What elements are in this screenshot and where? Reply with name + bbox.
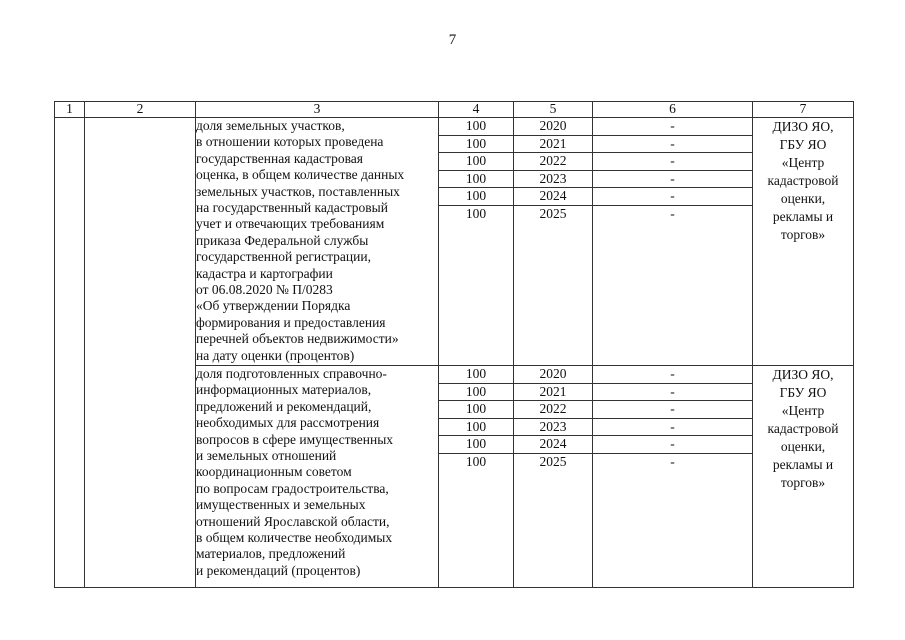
- header-col-7: 7: [753, 102, 854, 118]
- year-item: 2020: [514, 366, 592, 384]
- value-item: 100: [439, 153, 513, 171]
- indicator-line: предложений и рекомендаций,: [196, 398, 372, 414]
- value-item: 100: [439, 118, 513, 136]
- indicator-line: формирования и предоставления: [196, 314, 386, 330]
- responsible-line: ДИЗО ЯО,: [772, 367, 834, 382]
- indicator-line: отношений Ярославской области,: [196, 513, 390, 529]
- header-row: [55, 102, 854, 118]
- responsible-line: торгов»: [780, 475, 826, 490]
- indicator-text: [196, 118, 439, 366]
- indicator-line: вопросов в сфере имущественных: [196, 431, 394, 447]
- indicator-line: учет и отвечающих требованиям: [196, 216, 385, 232]
- header-col-1: 1: [55, 102, 85, 118]
- header-col-3: 3: [196, 102, 439, 118]
- indicator-line: имущественных и земельных: [196, 497, 366, 513]
- indicator-line: и рекомендаций (процентов): [196, 562, 361, 578]
- year-item: 2024: [514, 436, 592, 454]
- indicator-line: «Об утверждении Порядка: [196, 298, 351, 314]
- indicator-line: информационных материалов,: [196, 382, 372, 398]
- value-item: 100: [439, 419, 513, 437]
- year-item: 2023: [514, 419, 592, 437]
- indicator-line: по вопросам градостроительства,: [196, 480, 389, 496]
- col6-item: -: [593, 419, 752, 437]
- value-item: 100: [465, 453, 487, 469]
- year-cell: [514, 118, 593, 366]
- year-item: 2021: [514, 384, 592, 402]
- col6-item: -: [670, 205, 675, 221]
- col6-item: -: [593, 436, 752, 454]
- value-item: 100: [439, 436, 513, 454]
- indicator-line: перечней объектов недвижимости»: [196, 331, 399, 347]
- col6-item: -: [593, 366, 752, 384]
- col6-item: -: [593, 171, 752, 189]
- value-item: 100: [465, 205, 487, 221]
- value-cell: [439, 366, 514, 588]
- year-item: 2025: [539, 453, 567, 469]
- indicator-line: и земельных отношений: [196, 448, 337, 464]
- year-cell: [514, 366, 593, 588]
- col6-cell: [593, 366, 753, 588]
- indicator-line: материалов, предложений: [196, 546, 346, 562]
- responsible-line: ГБУ ЯО: [779, 385, 827, 400]
- value-item: 100: [439, 171, 513, 189]
- indicator-line: на государственный кадастровый: [196, 200, 388, 216]
- col6-item: -: [593, 401, 752, 419]
- col6-item: -: [593, 118, 752, 136]
- year-item: 2024: [514, 188, 592, 206]
- indicator-line: доля земельных участков,: [196, 118, 345, 133]
- col6-item: -: [670, 453, 675, 469]
- value-item: 100: [439, 136, 513, 154]
- indicator-line: доля подготовленных справочно-: [196, 366, 387, 381]
- cell-col-1: [55, 118, 85, 588]
- year-item: 2020: [514, 118, 592, 136]
- cell-col-2: [85, 118, 196, 588]
- col6-item: -: [593, 384, 752, 402]
- year-item: 2023: [514, 171, 592, 189]
- indicator-line: кадастра и картографии: [196, 265, 333, 281]
- year-item: 2021: [514, 136, 592, 154]
- page-number: 7: [448, 32, 457, 48]
- indicator-line: земельных участков, поставленных: [196, 183, 400, 199]
- indicator-line: оценка, в общем количестве данных: [196, 167, 405, 183]
- responsible-line: оценки,: [780, 191, 826, 206]
- value-cell: [439, 118, 514, 366]
- year-item: 2022: [514, 401, 592, 419]
- responsible-line: ГБУ ЯО: [779, 137, 827, 152]
- responsible-cell: [753, 118, 854, 366]
- indicators-table: [54, 101, 854, 588]
- table-row: [55, 118, 854, 366]
- indicator-line: в общем количестве необходимых: [196, 530, 393, 546]
- header-col-4: 4: [439, 102, 514, 118]
- indicator-line: координационным советом: [196, 464, 352, 480]
- indicator-line: от 06.08.2020 № П/0283: [196, 282, 333, 298]
- indicator-text: [196, 366, 439, 588]
- header-col-5: 5: [514, 102, 593, 118]
- value-item: 100: [439, 401, 513, 419]
- value-item: 100: [439, 188, 513, 206]
- responsible-line: оценки,: [780, 439, 826, 454]
- header-col-2: 2: [85, 102, 196, 118]
- year-item: 2025: [539, 205, 567, 221]
- indicator-line: в отношении которых проведена: [196, 134, 384, 150]
- value-item: 100: [439, 384, 513, 402]
- responsible-line: «Центр: [781, 155, 825, 170]
- responsible-cell: [753, 366, 854, 588]
- col6-item: -: [593, 153, 752, 171]
- responsible-line: кадастровой: [767, 421, 839, 436]
- col6-item: -: [593, 188, 752, 206]
- indicator-line: необходимых для рассмотрения: [196, 415, 380, 431]
- header-col-6: 6: [593, 102, 753, 118]
- indicator-line: приказа Федеральной службы: [196, 232, 369, 248]
- value-item: 100: [439, 366, 513, 384]
- year-item: 2022: [514, 153, 592, 171]
- responsible-line: рекламы и: [772, 209, 834, 224]
- indicator-line: государственная кадастровая: [196, 150, 363, 166]
- responsible-line: торгов»: [780, 227, 826, 242]
- col6-cell: [593, 118, 753, 366]
- responsible-line: рекламы и: [772, 457, 834, 472]
- col6-item: -: [593, 136, 752, 154]
- indicator-line: на дату оценки (процентов): [196, 347, 355, 363]
- responsible-line: ДИЗО ЯО,: [772, 119, 834, 134]
- indicator-line: государственной регистрации,: [196, 249, 371, 265]
- responsible-line: «Центр: [781, 403, 825, 418]
- responsible-line: кадастровой: [767, 173, 839, 188]
